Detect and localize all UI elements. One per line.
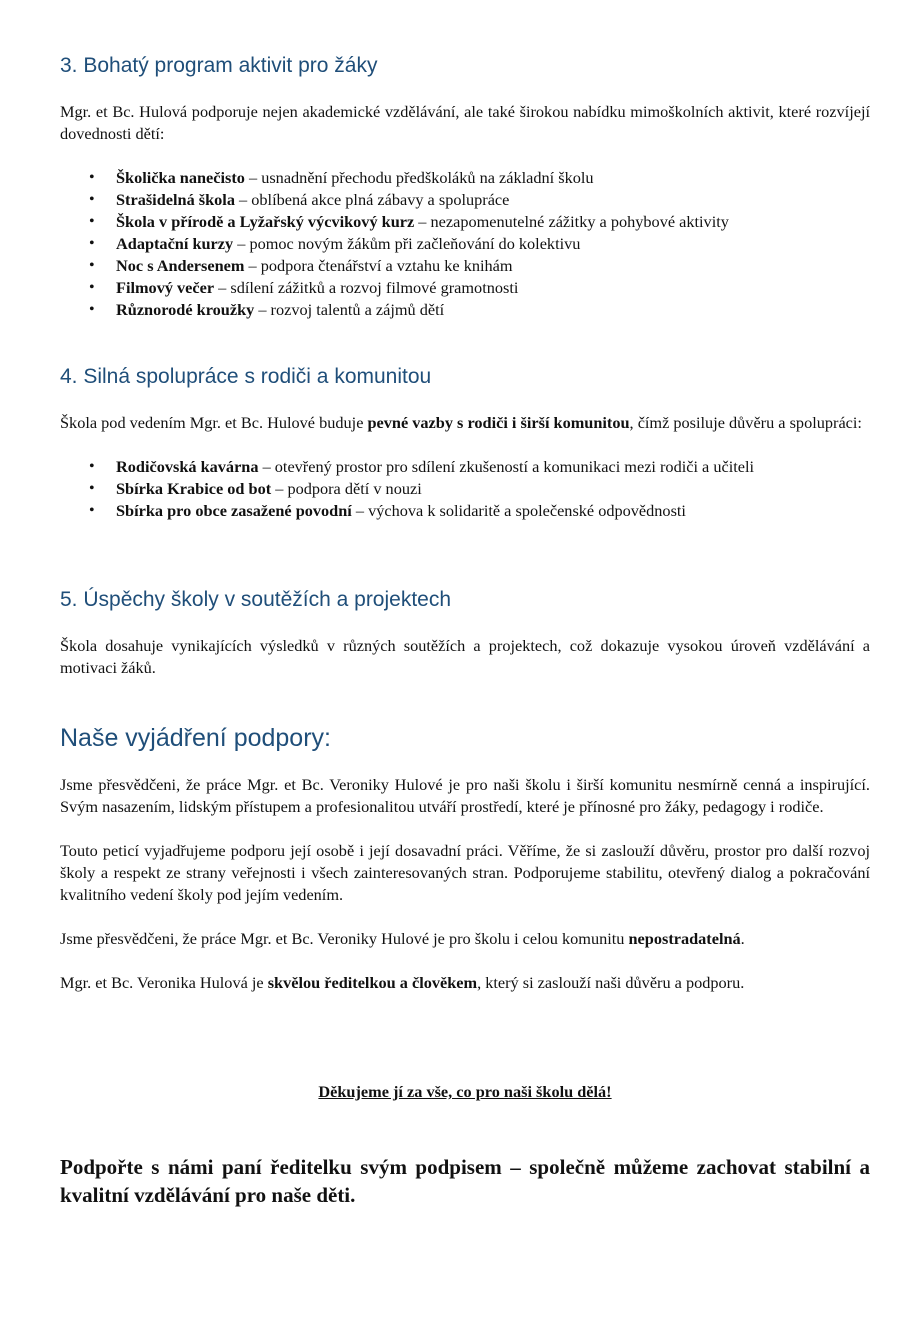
support-paragraph-1: Jsme přesvědčeni, že práce Mgr. et Bc. Veroniky Hulové je pro naši školu i širší komunitu nesmírně cenná a inspirující. Svým nasazením, lidským přístupem a profesionalitou utváří prostředí, které je přínosné pro žáky, pedagogy i rodiče. [60, 775, 870, 816]
activities-intro: Mgr. et Bc. Hulová podporuje nejen akademické vzdělávání, ale také širokou nabídku mimoškolních aktivit, které rozvíjejí dovednosti dětí: [60, 102, 870, 143]
thanks-text: Děkujeme jí za vše, co pro naši školu dělá! [318, 1082, 612, 1101]
community-intro: Škola pod vedením Mgr. et Bc. Hulové buduje pevné vazby s rodiči i širší komunitou, čímž posiluje důvěru a spolupráci: [60, 413, 862, 432]
section-heading-community: 4. Silná spolupráce s rodiči a komunitou [60, 365, 432, 388]
thanks-line [60, 1081, 870, 1103]
section-activities [60, 53, 870, 321]
support-paragraph-3: Jsme přesvědčeni, že práce Mgr. et Bc. Veroniky Hulové je pro školu i celou komunitu nepostradatelná. [60, 929, 745, 948]
list-item: • Sbírka Krabice od bot – podpora dětí v nouzi [116, 478, 870, 500]
list-item: • Strašidelná škola – oblíbená akce plná zábavy a spolupráce [116, 189, 870, 211]
support-paragraph-4: Mgr. et Bc. Veronika Hulová je skvělou ředitelkou a člověkem, který si zaslouží naši důvěru a podporu. [60, 973, 745, 992]
list-item: • Noc s Andersenem – podpora čtenářství a vztahu ke knihám [116, 255, 870, 277]
list-item: • Sbírka pro obce zasažené povodní – výchova k solidaritě a společenské odpovědnosti [116, 500, 870, 522]
support-paragraph-2: Touto peticí vyjadřujeme podporu její osobě i její dosavadní práci. Věříme, že si zaslouží důvěru, prostor pro další rozvoj školy a respekt ze strany veřejnosti i všech zainteresovaných stran. Podporujeme stabilitu, otevřený dialog a pokračování kvalitního vedení školy pod jejím vedením. [60, 841, 870, 904]
list-item: • Škola v přírodě a Lyžařský výcvikový kurz – nezapomenutelné zážitky a pohybové aktivity [116, 211, 870, 233]
list-item: • Adaptační kurzy – pomoc novým žákům při začleňování do kolektivu [116, 233, 870, 255]
list-item: • Školička nanečisto – usnadnění přechodu předškoláků na základní školu [116, 167, 870, 189]
support-heading: Naše vyjádření podpory: [60, 724, 331, 752]
section-community [60, 364, 870, 522]
section-heading-achievements: 5. Úspěchy školy v soutěžích a projektech [60, 588, 452, 611]
section-achievements [60, 587, 870, 679]
list-item: • Různorodé kroužky – rozvoj talentů a zájmů dětí [116, 299, 870, 321]
list-item: • Rodičovská kavárna – otevřený prostor pro sdílení zkušeností a komunikaci mezi rodiči a učiteli [116, 456, 870, 478]
section-support [60, 723, 870, 994]
call-to-action [60, 1153, 870, 1209]
cta-text: Podpořte s námi paní ředitelku svým podpisem – společně můžeme zachovat stabilní a kvalitní vzdělávání pro naše děti. [60, 1155, 870, 1207]
achievements-text: Škola dosahuje vynikajících výsledků v různých soutěžích a projektech, což dokazuje vysokou úroveň vzdělávání a motivaci žáků. [60, 636, 870, 677]
list-item: • Filmový večer – sdílení zážitků a rozvoj filmové gramotnosti [116, 277, 870, 299]
activities-list [60, 167, 870, 321]
section-heading-activities: 3. Bohatý program aktivit pro žáky [60, 54, 378, 77]
community-list [60, 456, 870, 522]
